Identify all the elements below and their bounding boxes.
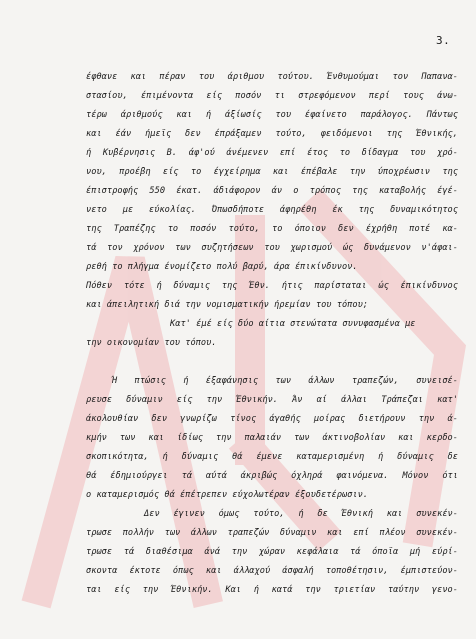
centered-line: Κατ' έμέ είς δύο αίτια στενώτατα συνυφασμένα με bbox=[170, 319, 416, 329]
paragraph-2 bbox=[86, 372, 458, 505]
text-line: Πόθεν τότε ή δύναμις της Έθν. ήτις παρίσταται ώς έπικίνδυνος bbox=[86, 281, 458, 291]
text-line: θά έδημιούργει τά αύτά άκριβώς όχληρά φαινόμενα. Μόνον ότι bbox=[86, 471, 458, 481]
text-line: στασίου, έπιμένοντα είς ποσόν τι στρεφόμενον περί τους άνω- bbox=[86, 91, 458, 101]
text-line: έφθανε και πέραν του άριθμου τούτου. Ένθυμούμαι τον Παπανα- bbox=[86, 72, 458, 82]
text-line: σκοντα έκτοτε όπως και άλλαχού άσφαλή τοποθέτησιν, έμπιστεύον- bbox=[86, 566, 458, 576]
paragraph-1 bbox=[86, 68, 458, 353]
text-line: της Τραπέζης το ποσόν τούτο, το όποιον δεν έχρήθη ποτέ κα- bbox=[86, 224, 458, 234]
text-line: ρεθή το πλήγμα ένομίζετο πολύ βαρύ, άρα έπικίνδυνον. bbox=[86, 262, 358, 272]
page-number: 3. bbox=[436, 34, 451, 47]
text-line: σκοπικότητα, ή δύναμις θά έμενε καταμερισμένη ή δύναμις δε bbox=[86, 452, 458, 462]
paragraph-gap bbox=[86, 353, 458, 372]
text-line: έπιστροφής 550 έκατ. άδιάφορον άν ο τρόπος της καταβολής έγέ- bbox=[86, 186, 458, 196]
text-line: νετο με εύκολίας. Όπωσδήποτε άφηρέθη έκ της δυναμικότητος bbox=[86, 205, 458, 215]
text-line: και άπειλητική διά την νομισματικήν ήρεμίαν του τόπου; bbox=[86, 300, 369, 310]
text-line: ρευσε δύναμιν είς την Έθνικήν. Άν αί άλλαι Τράπεζαι κατ' bbox=[86, 395, 458, 405]
closing-line: την οικονομίαν του τόπου. bbox=[86, 338, 217, 348]
text-line: ή Κυβέρνησις Β. άφ'ού άνέμενεν επί έτος το δίδαγμα του χρό- bbox=[86, 148, 458, 158]
text-line: Ή πτώσις ή έξαφάνησις των άλλων τραπεζών, συνεισέ- bbox=[112, 376, 458, 386]
text-line: τρωσε πολλήν των άλλων τραπεζών δύναμιν και επί πλέον συνεκέν- bbox=[86, 528, 458, 538]
text-line: τρωσε τά διαθέσιμα άνά την χώραν κεφάλαια τά όποϊα μή εύρί- bbox=[86, 547, 458, 557]
text-line: κμήν των και ίδίως την παλαιάν των άκτινοβολίαν και κερδο- bbox=[86, 433, 458, 443]
text-line: Δεν έγινεν όμως τούτο, ή δε Έθνική και συνεκέν- bbox=[144, 509, 458, 519]
text-line: τέρω άριθμούς και ή άξίωσίς του έφαίνετο παράλογος. Πάντως bbox=[86, 110, 458, 120]
text-line: ο καταμερισμός θά έπέτρεπεν εύχολωτέραν έξουδετέρωσιν. bbox=[86, 490, 369, 500]
body-text bbox=[86, 68, 458, 600]
text-line: άκολουθίαν δεν γνωρίζω τίνος άγαθής μοίρας διετήρουν την ά- bbox=[86, 414, 458, 424]
text-line: νου, προέβη είς το έγχείρημα και έπέβαλε την ύποχρέωσιν της bbox=[86, 167, 458, 177]
paragraph-3 bbox=[86, 505, 458, 600]
text-line: ται είς την Έθνικήν. Και ή κατά την τριετίαν ταύτην γενο- bbox=[86, 585, 458, 595]
text-line: τά τον χρόνον των συζητήσεων του χωρισμού ώς δυνάμενον ν'άφαι- bbox=[86, 243, 458, 253]
text-line: και έάν ήμεϊς δεν έπράξαμεν τούτο, φειδόμενοι της Έθνικής, bbox=[86, 129, 458, 139]
